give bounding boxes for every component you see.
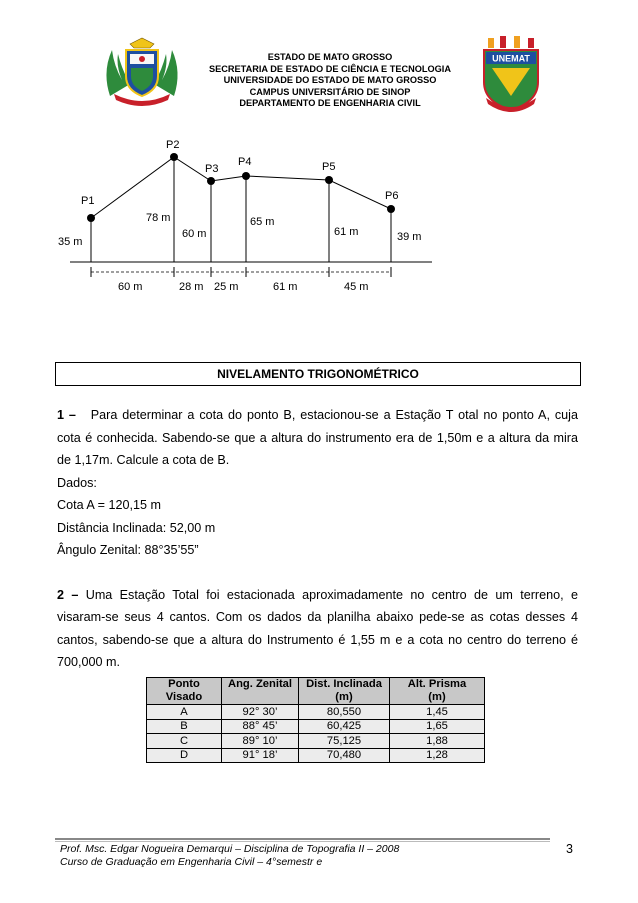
distance-p1-p2: 60 m — [118, 281, 143, 293]
institution-heading — [180, 52, 480, 110]
cell-dist: 70,480 — [299, 748, 390, 763]
table-row — [147, 719, 485, 734]
survey-table — [146, 677, 485, 763]
question-1-text: Para determinar a cota do ponto B, estacionou-se a Estação T otal no ponto A, cuja cota é conhecida. Sabendo-se que a altura do instrumento era de 1,50m e a altura da mira de 1,17m. Calcule a cota de B. — [57, 408, 578, 467]
footer-divider-shadow — [55, 841, 550, 842]
header-ponto: Ponto Visado — [147, 678, 222, 705]
header-alt-prisma: Alt. Prisma (m) — [390, 678, 485, 705]
footer-author: Prof. Msc. Edgar Nogueira Demarqui – Disciplina de Topografia II – 2008 — [60, 843, 400, 855]
cell-ang: 88° 45’ — [222, 719, 299, 734]
label-p3: P3 — [205, 163, 219, 175]
table-header-row — [147, 678, 485, 705]
cell-alt: 1,28 — [390, 748, 485, 763]
distance-p5-p6: 45 m — [344, 281, 369, 293]
unemat-logo-icon — [478, 36, 544, 114]
height-p2: 78 m — [146, 212, 171, 224]
point-p4 — [242, 172, 250, 180]
page-footer — [60, 843, 399, 869]
cell-ang: 92° 30’ — [222, 705, 299, 720]
label-p6: P6 — [385, 190, 399, 202]
page-number: 3 — [566, 842, 573, 856]
point-p1 — [87, 214, 95, 222]
distance-p3-p4: 25 m — [214, 281, 239, 293]
question-2-number: 2 – — [57, 587, 79, 602]
cell-ang: 91° 18’ — [222, 748, 299, 763]
header-line-university: UNIVERSIDADE DO ESTADO DE MATO GROSSO — [223, 75, 437, 85]
height-p3: 60 m — [182, 228, 207, 240]
height-p6: 39 m — [397, 231, 422, 243]
height-p1: 35 m — [58, 236, 83, 248]
point-p5 — [325, 176, 333, 184]
mato-grosso-coat-of-arms-icon — [100, 36, 184, 108]
table-row — [147, 705, 485, 720]
label-p5: P5 — [322, 161, 336, 173]
page-header — [0, 0, 638, 120]
cell-dist: 80,550 — [299, 705, 390, 720]
terrain-profile-diagram — [0, 130, 638, 310]
cell-alt: 1,65 — [390, 719, 485, 734]
cell-alt: 1,45 — [390, 705, 485, 720]
question-1-number: 1 – — [57, 408, 76, 422]
question-1-cota: Cota A = 120,15 m — [57, 498, 161, 512]
point-p6 — [387, 205, 395, 213]
footer-course: Curso de Graduação em Engenharia Civil – 4°semestr e — [60, 856, 323, 868]
survey-table-wrap — [146, 677, 485, 763]
header-line-secretary: SECRETARIA DE ESTADO DE CIÊNCIA E TECNOLOGIA — [209, 63, 451, 74]
question-2 — [57, 584, 578, 674]
cell-ponto: D — [147, 748, 222, 763]
exercise-body — [57, 404, 578, 674]
table-row — [147, 734, 485, 749]
header-line-campus: CAMPUS UNIVERSITÁRIO DE SINOP — [249, 86, 411, 97]
cell-dist: 75,125 — [299, 734, 390, 749]
section-title: NIVELAMENTO TRIGONOMÉTRICO — [55, 362, 581, 386]
footer-divider — [55, 838, 550, 840]
cell-ang: 89° 10’ — [222, 734, 299, 749]
point-p2 — [170, 153, 178, 161]
height-p4: 65 m — [250, 216, 275, 228]
label-p1: P1 — [81, 195, 95, 207]
question-1-dados: Dados: — [57, 475, 97, 490]
cell-dist: 60,425 — [299, 719, 390, 734]
distance-p2-p3: 28 m — [179, 281, 204, 293]
header-dist-inclinada: Dist. Inclinada (m) — [299, 678, 390, 705]
question-1 — [57, 404, 578, 472]
height-p5: 61 m — [334, 226, 359, 238]
point-p3 — [207, 177, 215, 185]
label-p4: P4 — [238, 156, 252, 168]
distance-p4-p5: 61 m — [273, 281, 298, 293]
cell-alt: 1,88 — [390, 734, 485, 749]
cell-ponto: A — [147, 705, 222, 720]
cell-ponto: B — [147, 719, 222, 734]
header-line-department: DEPARTAMENTO DE ENGENHARIA CIVIL — [239, 98, 421, 108]
question-1-angle: Ângulo Zenital: 88°35’55” — [57, 543, 199, 557]
cell-ponto: C — [147, 734, 222, 749]
question-2-text: Uma Estação Total foi estacionada aproximadamente no centro de um terreno, e visaram-se seus 4 cantos. Com os dados da planilha abaixo pede-se as cotas desses 4 cantos, sabendo-se que a altura do Instrumento é 1,55 m e a cota no centro do terreno é 700,000 m. — [57, 587, 578, 669]
label-p2: P2 — [166, 139, 180, 151]
unemat-logo-text: UNEMAT — [492, 53, 530, 64]
header-ang-zenital: Ang. Zenital — [222, 678, 299, 705]
table-row — [147, 748, 485, 763]
question-1-distance: Distância Inclinada: 52,00 m — [57, 520, 216, 535]
header-line-state: ESTADO DE MATO GROSSO — [267, 52, 393, 62]
